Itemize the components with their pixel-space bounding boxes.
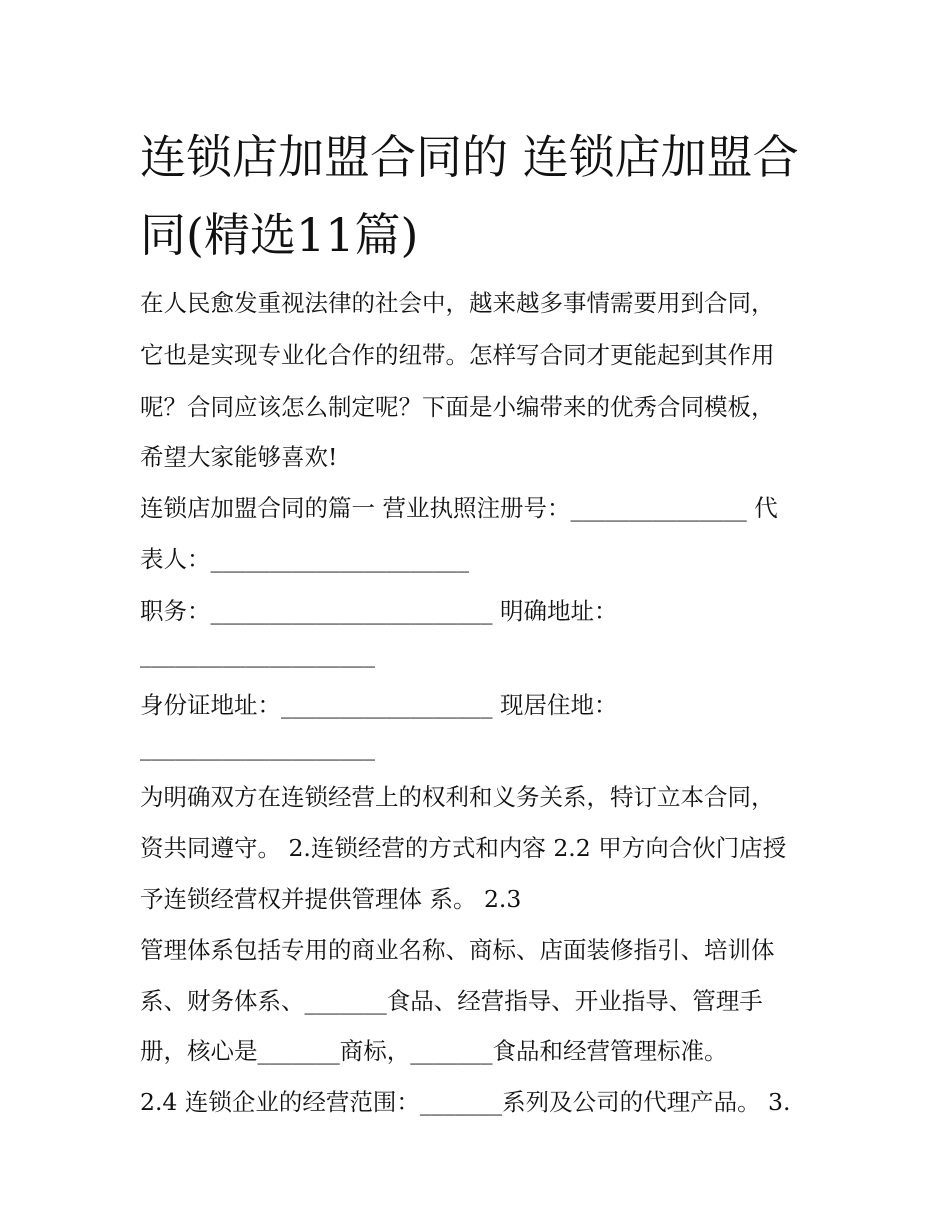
body-line: ____________________ bbox=[140, 640, 375, 668]
body-line: 系、财务体系、_______食品、经营指导、开业指导、管理手 bbox=[140, 987, 763, 1015]
body-line: 管理体系包括专用的商业名称、商标、店面装修指引、培训体 bbox=[140, 936, 775, 964]
document-title: 连锁店加盟合同的 连锁店加盟合同(精选11篇) bbox=[140, 130, 799, 262]
body-line: 表人：______________________ bbox=[140, 545, 469, 573]
body-line: 册，核心是_______商标，_______食品和经营管理标准。 bbox=[140, 1037, 728, 1065]
body-line: 予连锁经营权并提供管理体 系。 2.3 bbox=[140, 885, 522, 913]
body-line: 2.4 连锁企业的经营范围：_______系列及公司的代理产品。 3. bbox=[140, 1088, 791, 1116]
body-line: 资共同遵守。 2.连锁经营的方式和内容 2.2 甲方向合伙门店授 bbox=[140, 834, 787, 862]
body-line: 希望大家能够喜欢! bbox=[140, 443, 338, 471]
body-line: 身份证地址：__________________ 现居住地： bbox=[140, 691, 618, 719]
body-line: 职务：________________________ 明确地址： bbox=[140, 597, 618, 625]
body-line: 为明确双方在连锁经营上的权利和义务关系，特订立本合同， bbox=[140, 783, 775, 811]
body-line: ____________________ bbox=[140, 733, 375, 761]
body-line: 它也是实现专业化合作的纽带。怎样写合同才更能起到其作用 bbox=[140, 341, 775, 369]
body-line: 在人民愈发重视法律的社会中，越来越多事情需要用到合同， bbox=[140, 289, 775, 317]
body-line: 连锁店加盟合同的篇一 营业执照注册号：_______________ 代 bbox=[140, 494, 778, 522]
body-line: 呢？合同应该怎么制定呢？下面是小编带来的优秀合同模板， bbox=[140, 393, 775, 421]
